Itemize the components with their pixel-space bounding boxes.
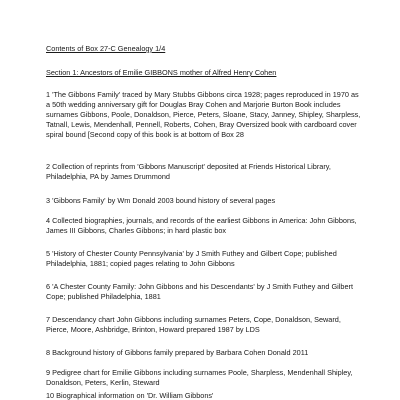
- list-item: 2 Collection of reprints from 'Gibbons Manuscript' deposited at Friends Historical Library, Philadelphia, PA by James Drummond: [46, 162, 331, 181]
- list-item: 8 Background history of Gibbons family prepared by Barbara Cohen Donald 2011: [46, 348, 309, 357]
- list-item: 10 Biographical information on 'Dr. William Gibbons': [46, 391, 214, 400]
- document-page: [46, 0, 364, 400]
- list-item: 3 'Gibbons Family' by Wm Donald 2003 bound history of several pages: [46, 196, 276, 205]
- list-item: 7 Descendancy chart John Gibbons including surnames Peters, Cope, Donaldson, Seward, Pierce, Moore, Ashbridge, Brinton, Howard prepared 1987 by LDS: [46, 315, 341, 334]
- list-item: 9 Pedigree chart for Emilie Gibbons including surnames Poole, Sharpless, Mendenhall Shipley, Donaldson, Peters, Kerlin, Steward: [46, 368, 353, 387]
- list-item: 6 'A Chester County Family: John Gibbons and his Descendants' by J Smith Futhey and Gilbert Cope; published Philadelphia, 1881: [46, 282, 353, 301]
- section-heading: Section 1: Ancestors of Emilie GIBBONS mother of Alfred Henry Cohen: [46, 68, 277, 77]
- list-item: 1 'The Gibbons Family' traced by Mary Stubbs Gibbons circa 1928; pages reproduced in 1970 as a 50th wedding anniversary gift for Douglas Bray Cohen and Marjorie Burton Book includes surnames Gibbons, Poole, Donaldson, Pierce, Peters, Sloane, Stacy, Janney, Shipley, Sharpless, Tatnall, Lewis, Mendenhall, Pennell, Roberts, Cohen, Bray Oversized book with cardboard cover spiral bound [Second copy of this book is at bottom of Box 28: [46, 90, 361, 139]
- list-item: 4 Collected biographies, journals, and records of the earliest Gibbons in America: John Gibbons, James III Gibbons, Charles Gibbons; in hard plastic box: [46, 216, 357, 235]
- list-item: 5 'History of Chester County Pennsylvania' by J Smith Futhey and Gilbert Cope; published Philadelphia, 1881; copied pages relating to John Gibbons: [46, 249, 337, 268]
- document-title: Contents of Box 27-C Genealogy 1/4: [46, 44, 166, 53]
